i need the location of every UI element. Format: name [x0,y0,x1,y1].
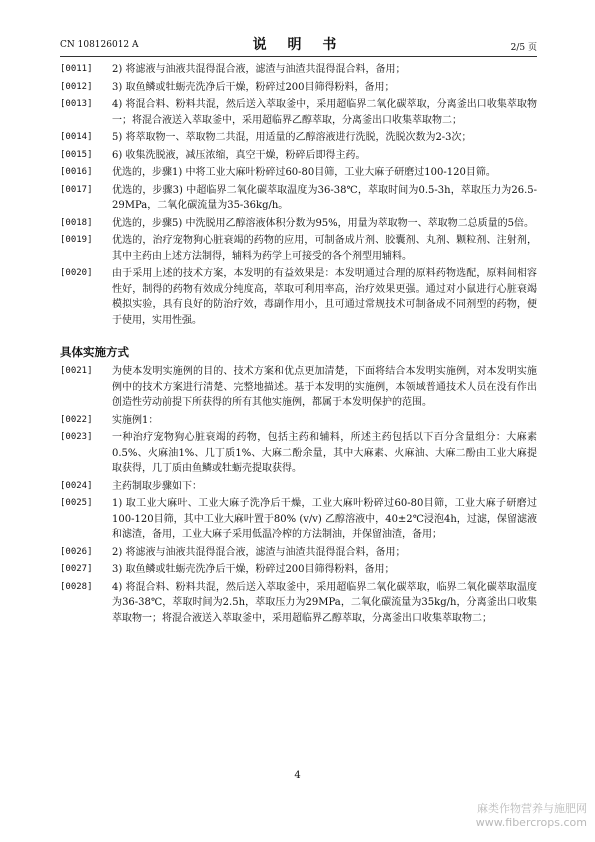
paragraph [60,233,537,264]
paragraph-number: [0020] [60,268,93,278]
paragraph-number: [0027] [60,564,93,574]
watermark-url: www.fibercrops.com [475,816,587,829]
section-heading: 具体实施方式 [60,345,129,359]
paragraph-number: [0011] [60,64,93,74]
paragraph-text: 4) 将混合料、粉料共混，然后送入萃取釜中，采用超临界二氧化碳萃取，临界二氧化碳萃取温度为36-38℃，萃取时间为2.5h，萃取压力为29MPa，二氧化碳流量为35kg/h，分离釜出口收集萃取物一；将混合液送入萃取釜中，采用超临界乙醇萃取，分离釜出口收集萃取物二； [112,581,537,624]
paragraph [60,266,537,328]
paragraph-text: 优选的，治疗宠物狗心脏衰竭的药物的应用，可制备成片剂、胶囊剂、丸剂、颗粒剂、注射剂，其中主药由上述方法制得，辅料为药学上可接受的各个剂型用辅料。 [112,235,537,262]
paragraph [60,97,537,128]
paragraph [60,62,537,78]
paragraph [60,80,537,96]
paragraph [60,413,537,429]
paragraph-text: 2) 将滤液与油液共混得混合液，滤渣与油渣共混得混合料，备用； [112,546,406,558]
watermark [476,802,587,830]
paragraph-text: 优选的，步骤1) 中将工业大麻叶粉碎过60-80目筛，工业大麻子研磨过100-120目筛。 [112,167,496,178]
paragraph [60,430,537,477]
paragraph-text: 1) 取工业大麻叶、工业大麻子洗净后干燥，工业大麻叶粉碎过60-80目筛，工业大麻子研磨过100-120目筛，其中工业大麻叶置于80% (v/v) 乙醇溶液中，40±2℃浸泡4h，过滤，保留滤液和滤渣，备用，工业大麻子采用低温冷榨的方法制油，并保留油渣，备用； [112,498,537,540]
paragraph [60,580,537,627]
page-indicator: 2/5 页 [510,43,537,53]
header-divider [60,56,537,57]
paragraph-number: [0017] [60,184,93,195]
paragraph [60,479,537,495]
page-header [60,34,537,54]
paragraph-number: [0012] [60,81,93,92]
paragraph-text: 优选的，步骤3) 中超临界二氧化碳萃取温度为36-38℃，萃取时间为0.5-3h，萃取压力为26.5-29MPa，二氧化碳流量为35-36kg/h。 [112,184,537,211]
paragraph-number: [0022] [60,414,93,425]
paragraph [60,216,537,232]
paragraph-text: 为使本发明实施例的目的、技术方案和优点更加清楚，下面将结合本发明实施例，对本发明实施例中的技术方案进行清楚、完整地描述。基于本发明的实施例，本领域普通技术人员在没有作出创造性劳动前提下所获得的所有其他实施例，都属于本发明保护的范围。 [112,366,537,408]
paragraph [60,496,537,543]
paragraph [60,165,537,181]
paragraph-number: [0021] [60,366,93,376]
paragraph-text: 6) 收集洗脱液，减压浓缩，真空干燥，粉碎后即得主药。 [112,149,366,161]
paragraph-list-top [60,62,537,328]
paragraph-number: [0015] [60,149,93,160]
paragraph-text: 2) 将滤液与油液共混得混合液，滤渣与油渣共混得混合料，备用； [112,64,406,75]
paragraph [60,545,537,561]
paragraph [60,148,537,164]
paragraph-number: [0023] [60,432,93,442]
paragraph-text: 3) 取鱼鳞或牡蛎壳洗净后干燥，粉碎过200目筛得粉料，备用； [112,564,395,575]
paragraph-number: [0016] [60,167,93,177]
paragraph-number: [0014] [60,132,93,142]
publication-number: CN 108126012 A [60,40,139,50]
paragraph-text: 实施例1： [112,414,159,426]
paragraph-number: [0028] [60,581,93,592]
paragraph-number: [0013] [60,99,93,109]
paragraph [60,562,537,578]
document-body [60,62,537,628]
paragraph-text: 一种治疗宠物狗心脏衰竭的药物，包括主药和辅料，所述主药包括以下百分含量组分：大麻素0.5%、火麻油1%、几丁质1%、大麻二酚余量，其中大麻素、火麻油、大麻二酚由工业大麻提取获得，几丁质由鱼鳞或牡蛎壳提取获得。 [112,432,537,474]
paragraph-number: [0018] [60,217,93,228]
paragraph-number: [0026] [60,546,93,557]
paragraph-text: 4) 将混合料、粉料共混，然后送入萃取釜中，采用超临界二氧化碳萃取，分离釜出口收集萃取物一；将混合液送入萃取釜中，采用超临界乙醇萃取，分离釜出口收集萃取物二； [112,99,537,126]
paragraph-list-bottom [60,364,537,626]
page-number: 4 [294,770,301,781]
paragraph-text: 3) 取鱼鳞或牡蛎壳洗净后干燥，粉碎过200目筛得粉料，备用； [112,81,395,93]
paragraph-text: 优选的，步骤5) 中洗脱用乙醇溶液体积分数为95%，用量为萃取物一、萃取物二总质量的5倍。 [112,217,535,229]
paragraph-number: [0025] [60,498,93,508]
paragraph [60,183,537,214]
paragraph-text: 5) 将萃取物一、萃取物二共混，用适量的乙醇溶液进行洗脱，洗脱次数为2-3次； [112,132,472,143]
document-title: 说 明 书 [252,37,345,53]
paragraph-number: [0024] [60,480,93,491]
paragraph-text: 主药制取步骤如下： [112,480,202,492]
paragraph [60,364,537,411]
watermark-name: 麻类作物营养与施肥网 [477,802,587,815]
paragraph-number: [0019] [60,235,93,245]
paragraph-text: 由于采用上述的技术方案，本发明的有益效果是：本发明通过合理的原料药物选配，原料间相容性好，制得的药物有效成分纯度高，萃取可利用率高，治疗效果更强。通过对小鼠进行心脏衰竭模拟实验，具有良好的防治疗效，毒副作用小，且可通过常规技术可制备成不同剂型的药物，便于使用，实用性强。 [112,268,537,326]
paragraph [60,130,537,146]
